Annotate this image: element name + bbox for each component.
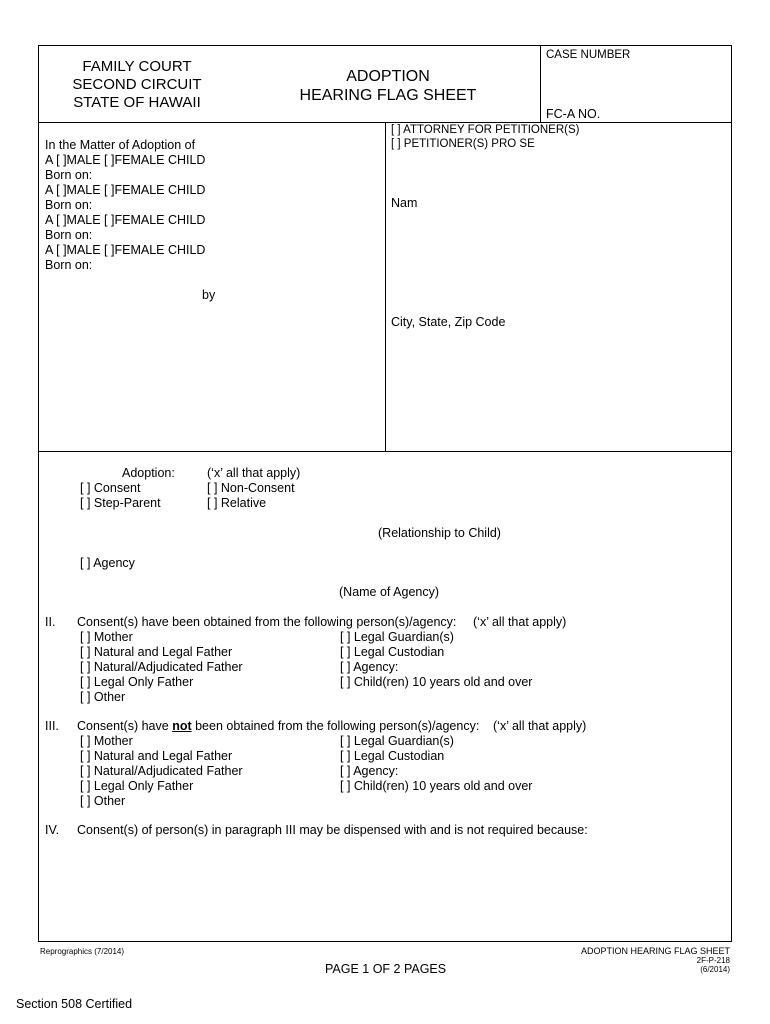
section-508-certified: Section 508 Certified	[16, 997, 133, 1011]
reprographics-note: Reprographics (7/2014)	[40, 947, 125, 956]
s3-legal-guardian-checkbox[interactable]: [ ] Legal Guardian(s)	[340, 734, 454, 748]
section-4-number: IV.	[45, 823, 60, 837]
section-4-text: Consent(s) of person(s) in paragraph III may be dispensed with and is not required because:	[77, 823, 588, 837]
step-parent-checkbox[interactable]: [ ] Step-Parent	[80, 496, 161, 510]
section-3-text-post: been obtained from the following person(s)/agency:	[191, 719, 480, 733]
section-3-number: III.	[45, 719, 59, 733]
child-2-sex: A [ ]MALE [ ]FEMALE CHILD	[45, 183, 206, 197]
section-2-text: Consent(s) have been obtained from the following person(s)/agency:	[77, 615, 457, 629]
s3-legal-custodian-checkbox[interactable]: [ ] Legal Custodian	[340, 749, 445, 763]
adoption-label: Adoption:	[122, 466, 175, 480]
court-name-block	[44, 58, 230, 112]
form-code: 2F-P-218	[696, 956, 730, 965]
page-number: PAGE 1 OF 2 PAGES	[325, 962, 447, 976]
non-consent-checkbox[interactable]: [ ] Non-Consent	[207, 481, 295, 495]
court-line-2: SECOND CIRCUIT	[72, 76, 202, 93]
form-title-line-2: HEARING FLAG SHEET	[299, 87, 477, 104]
s3-children-checkbox[interactable]: [ ] Child(ren) 10 years old and over	[340, 779, 533, 793]
s2-children-checkbox[interactable]: [ ] Child(ren) 10 years old and over	[340, 675, 533, 689]
section-3-text-pre: Consent(s) have	[77, 719, 173, 733]
child-1-sex: A [ ]MALE [ ]FEMALE CHILD	[45, 153, 206, 167]
s2-other-checkbox[interactable]: [ ] Other	[80, 690, 126, 704]
section-3-text	[77, 719, 479, 734]
court-line-1: FAMILY COURT	[82, 58, 192, 75]
s2-adjudicated-father-checkbox[interactable]: [ ] Natural/Adjudicated Father	[80, 660, 243, 674]
form-title-block	[280, 67, 496, 105]
name-label: Nam	[391, 196, 418, 210]
adoption-note: (‘x’ all that apply)	[207, 466, 301, 480]
s2-legal-only-father-checkbox[interactable]: [ ] Legal Only Father	[80, 675, 194, 689]
outer-border-top	[38, 45, 732, 46]
s2-legal-guardian-checkbox[interactable]: [ ] Legal Guardian(s)	[340, 630, 454, 644]
case-number-divider	[540, 45, 541, 123]
section-2-number: II.	[45, 615, 56, 629]
section-3-text-not: not	[172, 719, 192, 733]
matter-block	[45, 138, 205, 273]
fca-number-label: FC-A NO.	[546, 107, 601, 121]
section-2-right-list	[340, 630, 532, 690]
section-3-note: (‘x’ all that apply)	[493, 719, 587, 733]
s3-mother-checkbox[interactable]: [ ] Mother	[80, 734, 133, 748]
s3-other-checkbox[interactable]: [ ] Other	[80, 794, 126, 808]
form-title-line-1: ADOPTION	[346, 68, 430, 85]
s3-legal-only-father-checkbox[interactable]: [ ] Legal Only Father	[80, 779, 194, 793]
s2-natural-legal-father-checkbox[interactable]: [ ] Natural and Legal Father	[80, 645, 233, 659]
s2-agency-checkbox[interactable]: [ ] Agency:	[340, 660, 399, 674]
outer-border-left	[38, 45, 39, 942]
consent-checkbox[interactable]: [ ] Consent	[80, 481, 141, 495]
form-date: (6/2014)	[700, 965, 730, 974]
outer-border-right	[731, 45, 732, 942]
form-title-footer: ADOPTION HEARING FLAG SHEET	[580, 946, 730, 956]
caption-vertical-divider	[385, 122, 386, 451]
city-state-zip-label: City, State, Zip Code	[391, 315, 506, 329]
outer-border-bottom	[38, 941, 732, 942]
court-line-3: STATE OF HAWAII	[73, 94, 201, 111]
s2-legal-custodian-checkbox[interactable]: [ ] Legal Custodian	[340, 645, 445, 659]
child-4-born: Born on:	[45, 258, 93, 272]
by-label: by	[202, 288, 216, 302]
s3-natural-legal-father-checkbox[interactable]: [ ] Natural and Legal Father	[80, 749, 233, 763]
section-3-left-list	[80, 734, 243, 809]
s3-agency-checkbox[interactable]: [ ] Agency:	[340, 764, 399, 778]
attorney-checkbox-line[interactable]: [ ] ATTORNEY FOR PETITIONER(S)	[391, 124, 580, 136]
section-2-note: (‘x’ all that apply)	[473, 615, 567, 629]
form-id-block	[581, 946, 730, 974]
agency-name-label: (Name of Agency)	[339, 585, 440, 599]
s3-adjudicated-father-checkbox[interactable]: [ ] Natural/Adjudicated Father	[80, 764, 243, 778]
child-1-born: Born on:	[45, 168, 93, 182]
section-2-left-list	[80, 630, 243, 705]
case-number-label: CASE NUMBER	[546, 49, 631, 61]
section-3-right-list	[340, 734, 532, 794]
s2-mother-checkbox[interactable]: [ ] Mother	[80, 630, 133, 644]
child-2-born: Born on:	[45, 198, 93, 212]
child-4-sex: A [ ]MALE [ ]FEMALE CHILD	[45, 243, 206, 257]
agency-checkbox[interactable]: [ ] Agency	[80, 556, 135, 570]
child-3-born: Born on:	[45, 228, 93, 242]
relative-checkbox[interactable]: [ ] Relative	[207, 496, 267, 510]
caption-bottom-divider	[38, 451, 732, 452]
child-3-sex: A [ ]MALE [ ]FEMALE CHILD	[45, 213, 206, 227]
matter-line: In the Matter of Adoption of	[45, 138, 196, 152]
relationship-label: (Relationship to Child)	[378, 526, 501, 540]
pro-se-checkbox-line[interactable]: [ ] PETITIONER(S) PRO SE	[391, 138, 535, 150]
